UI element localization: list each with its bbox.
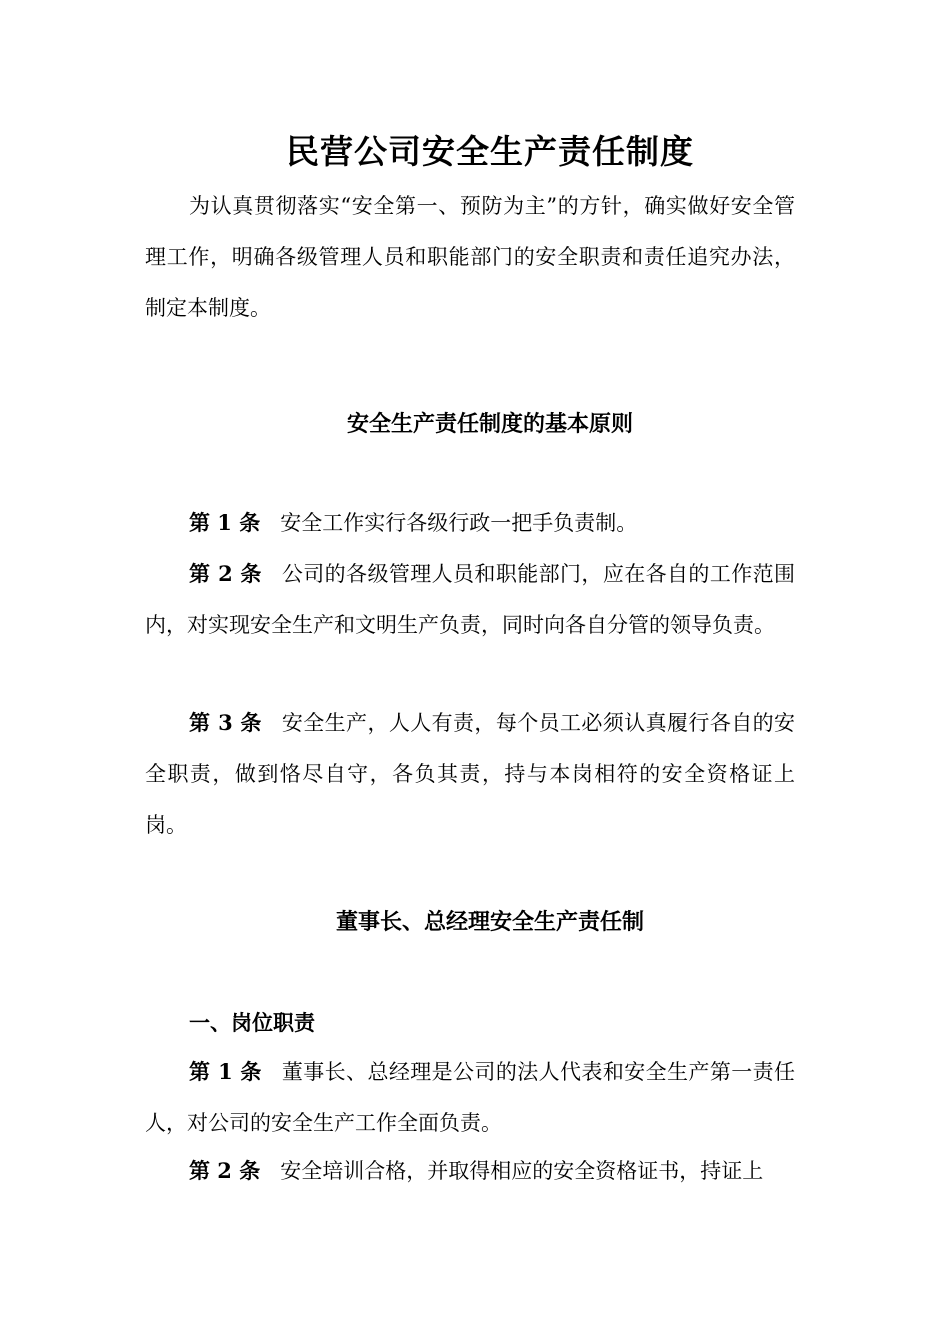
article-text: 安全生产，人人有责，每个员工必须认真履行各自的安全职责，做到恪尽自守，各负其责，持与本岗相符的安全资格证上岗。 [145,711,796,837]
document-title: 民营公司安全生产责任制度 [286,132,694,171]
article-text: 公司的各级管理人员和职能部门，应在各自的工作范围内，对实现安全生产和文明生产负责，同时向各自分管的领导负责。 [145,562,796,637]
article-number: 第 2 条 [189,1158,261,1183]
article-text: 董事长、总经理是公司的法人代表和安全生产第一责任人，对公司的安全生产工作全面负责。 [145,1060,796,1135]
intro-paragraph: 为认真贯彻落实“安全第一、预防为主”的方针，确实做好安全管理工作，明确各级管理人员和职能部门的安全职责和责任追究办法，制定本制度。 [145,194,795,320]
article-text: 安全工作实行各级行政一把手负责制。 [280,511,638,535]
subheading-job-duties: 一、岗位职责 [189,1010,315,1035]
section-heading-basic-principles: 安全生产责任制度的基本原则 [346,411,633,437]
article-number: 第 1 条 [189,510,261,535]
article-number: 第 1 条 [189,1059,262,1084]
principle-article-1 [145,497,795,549]
section-heading-chairman-responsibility: 董事长、总经理安全生产责任制 [335,909,644,935]
principle-article-3 [145,697,795,851]
article-text: 安全培训合格，并取得相应的安全资格证书，持证上 [280,1159,764,1183]
article-number: 第 3 条 [189,710,262,735]
chairman-article-1 [145,1046,795,1149]
article-number: 第 2 条 [189,561,262,586]
principle-article-2 [145,548,795,651]
chairman-article-2 [145,1145,795,1197]
